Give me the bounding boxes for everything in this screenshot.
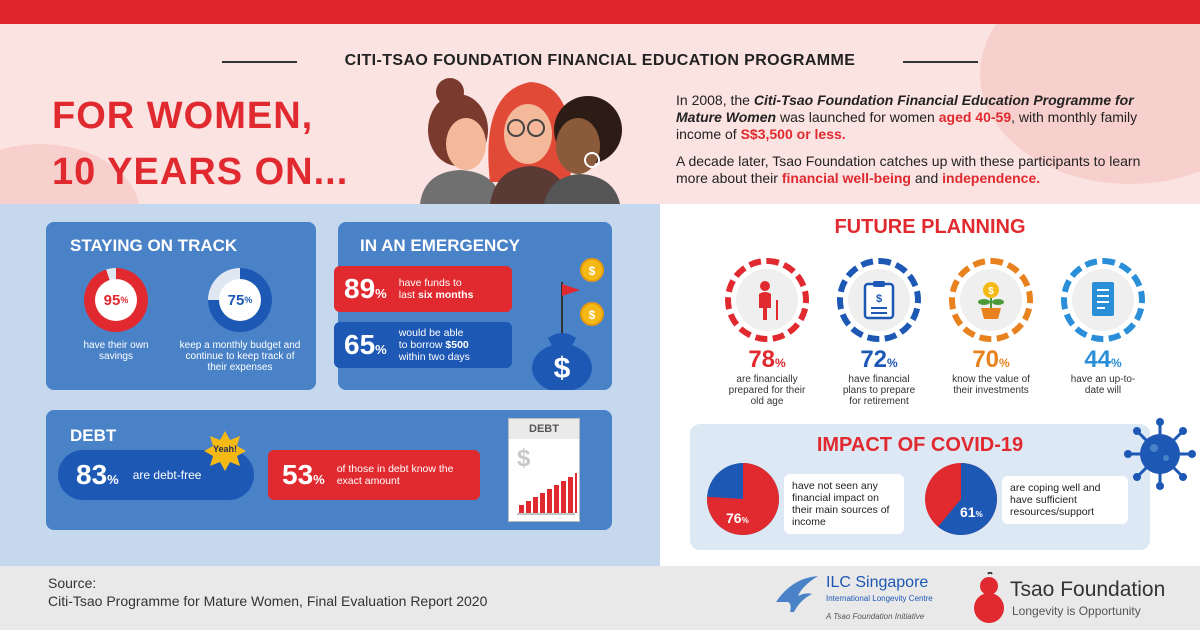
bag-dollar-symbol: $ [553,352,571,385]
main-title [52,88,348,200]
borrow-value [344,329,387,361]
ilc-subtitle: International Longevity Centre [826,594,933,603]
debt-bar [575,473,577,513]
budget-value [219,279,261,321]
programme-title: CITI-TSAO FOUNDATION FINANCIAL EDUCATION PROGRAMME [344,52,856,69]
covid-heading: IMPACT OF COVID-19 [816,434,1024,456]
investments-value [936,346,1046,374]
debt-free-percent: 83 [76,459,108,490]
intro1-part-c: , with monthly family income of [676,109,1138,142]
top-banner-bar [0,0,1200,24]
debt-growth-bars [513,459,577,519]
old-age-percent: 78 [748,346,776,373]
covid-pie-coping [922,460,1000,538]
debt-bar [533,497,538,513]
women-illustration [410,72,650,204]
tsao-name: Tsao Foundation [1010,578,1166,601]
intro-text [676,92,1156,197]
retirement-ring [837,258,921,342]
coin-symbol-bottom: $ [588,308,596,322]
borrow-unit: % [375,342,387,357]
covid-coping-unit: % [975,510,983,519]
debt-heading: DEBT [70,426,117,445]
future-item-investments [936,258,1046,396]
will-unit: % [1111,356,1122,370]
emergency-borrow-stat [334,322,512,368]
debt-bar [568,477,573,513]
will-value [1048,346,1158,374]
covid-coping-percent: 61 [960,504,976,520]
savings-value [95,279,137,321]
main-title-line2: 10 YEARS ON... [52,151,349,193]
investments-icon-holder [960,269,1022,331]
debt-free-value [76,459,119,491]
highlight-wellbeing: financial well-being [781,170,911,186]
will-icon-holder [1072,269,1134,331]
debt-free-label: are debt-free [132,468,202,482]
intro1-part-a: In 2008, the [676,92,754,108]
future-item-will [1048,258,1158,396]
investments-unit: % [999,356,1010,370]
emergency-funds-stat [334,266,512,312]
covid-coping-label: are coping well and have sufficient resources/support [1002,476,1128,524]
will-percent: 44 [1084,346,1112,373]
debt-bar [519,505,524,513]
ilc-tagline: A Tsao Foundation Initiative [826,612,925,621]
funds-label-line2: last [398,289,418,301]
will-document-icon [1088,280,1118,320]
debt-exact-label: of those in debt know the exact amount [336,463,454,487]
funds-unit: % [375,286,387,301]
clipboard-plan-icon [863,280,895,320]
old-age-label: are financially prepared for their old age [728,374,806,407]
emergency-card [338,222,612,390]
covid-coping-value [960,504,983,520]
future-planning-heading: FUTURE PLANNING [834,216,1026,238]
svg-text:$: $ [988,286,994,297]
old-age-unit: % [775,356,786,370]
source-label: Source: [48,575,97,591]
covid-income-percent: 76 [726,510,742,526]
debt-document-icon [508,418,580,522]
will-ring [1061,258,1145,342]
covid-pie-income [704,460,782,538]
debt-exact-percent: 53 [282,459,314,490]
intro2-part-a: A decade later, Tsao Foundation catches up with these participants to learn more about their [676,153,1141,186]
covid-income-unit: % [741,516,749,525]
title-rule-right [903,61,978,63]
old-age-value [712,346,822,374]
funds-percent: 89 [344,273,376,304]
staying-on-track-heading: STAYING ON TRACK [70,236,238,255]
intro-paragraph-1 [676,92,1156,143]
old-age-ring [725,258,809,342]
borrow-label-line3: within two days [398,351,470,363]
investments-percent: 70 [972,346,1000,373]
retirement-value [824,346,934,374]
budget-percent: 75 [227,291,245,309]
borrow-label-line1: would be able [398,327,464,339]
investments-label: know the value of their investments [952,374,1030,396]
covid-card [690,424,1150,550]
budget-label: keep a monthly budget and continue to keep track of their expenses [179,340,301,373]
savings-donut [84,268,148,332]
stat-budget [176,268,304,373]
future-item-old-age [712,258,822,407]
intro2-part-b: and [910,170,943,186]
money-bag-icon [522,254,610,390]
funds-label-line1: have funds to [398,277,462,289]
main-title-line1: FOR WOMEN, [52,95,314,137]
budget-unit: % [244,295,253,305]
intro1-part-b: was launched for women [776,109,939,125]
funds-duration: six months [417,289,474,301]
debt-card [46,410,612,530]
stat-savings [76,268,156,362]
debt-exact-value [282,459,325,491]
funds-label [399,277,474,301]
ilc-name: ILC Singapore [826,574,929,591]
debt-bar [540,493,545,513]
future-item-retirement [824,258,934,407]
funds-value [344,273,387,305]
borrow-amount: $500 [445,339,469,351]
emergency-heading: IN AN EMERGENCY [360,236,520,255]
savings-label: have their own savings [83,340,149,362]
debt-bar [526,501,531,513]
coin-symbol-top: $ [588,264,596,278]
source-text: Citi-Tsao Programme for Mature Women, Final Evaluation Report 2020 [48,593,488,609]
debt-document-title: DEBT [509,419,579,439]
covid-income-value [726,510,749,526]
debt-exact-stat [268,450,480,500]
investments-ring [949,258,1033,342]
programme-name: Citi-Tsao Foundation Financial Education Programme for Mature Women [676,92,1134,125]
debt-bar [561,481,566,513]
savings-unit: % [120,295,129,305]
borrow-label [399,327,470,363]
budget-donut [208,268,272,332]
staying-on-track-card [46,222,316,390]
savings-percent: 95 [103,291,121,309]
debt-exact-unit: % [313,472,325,487]
yeah-text: Yeah! [212,444,237,454]
tsao-tagline: Longevity is Opportunity [1012,604,1141,618]
covid-income-label: have not seen any financial impact on their main sources of income [784,474,904,534]
intro-paragraph-2 [676,153,1156,187]
debt-bar [547,489,552,513]
svg-text:$: $ [875,293,883,305]
retirement-icon-holder [848,269,910,331]
virus-icon [1124,418,1196,490]
money-plant-icon [973,280,1009,320]
tsao-gourd-logo-icon [972,572,1006,624]
income-threshold: S$3,500 or less. [740,126,846,142]
retirement-unit: % [887,356,898,370]
will-label: have an up-to-date will [1070,374,1136,396]
old-age-icon-holder [736,269,798,331]
debt-document-dollar: $ [517,445,531,472]
crane-logo-icon [772,572,822,616]
yeah-badge [204,430,246,472]
age-range: aged 40-59 [938,109,1012,125]
borrow-label-line2: to borrow [398,339,446,351]
highlight-independence: independence. [942,170,1041,186]
elderly-person-icon [749,280,785,320]
borrow-percent: 65 [344,329,376,360]
retirement-percent: 72 [860,346,888,373]
debt-free-unit: % [107,472,119,487]
debt-bar [554,485,559,513]
retirement-label: have financial plans to prepare for retirement [842,374,916,407]
